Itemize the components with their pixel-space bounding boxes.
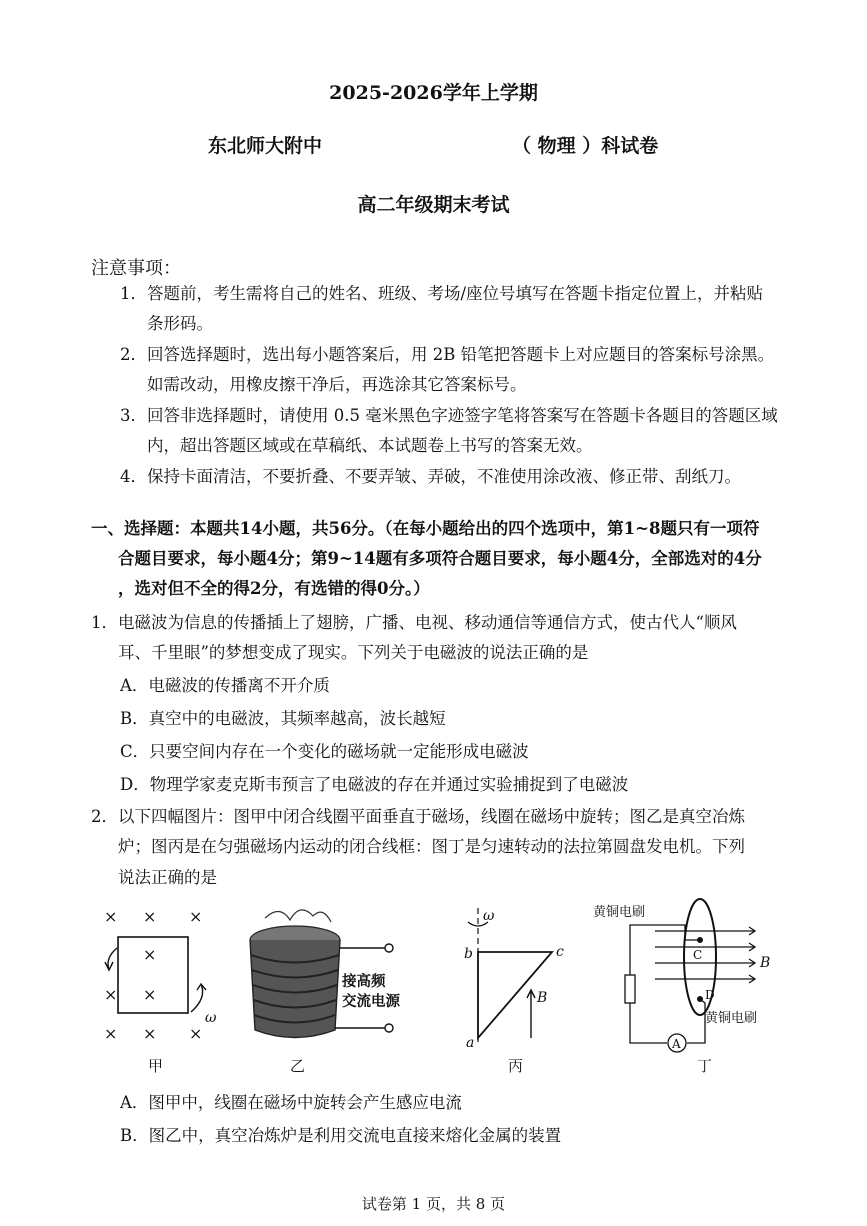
field-cross: × <box>104 985 118 1004</box>
subject-title: （ 物理 ）科试卷 <box>512 135 659 157</box>
power-source-line-1: 接高频 <box>342 973 386 990</box>
field-cross: × <box>143 945 157 964</box>
figure-jia <box>95 900 230 1080</box>
note-3-line-1: 3．回答非选择题时，请使用 0.5 毫米黑色字迹签字笔将答案写在答题卡各题目的答题区域 <box>120 406 778 425</box>
q1-option-c: C．只要空间内存在一个变化的磁场就一定能形成电磁波 <box>120 742 529 761</box>
arrow-head <box>105 962 113 970</box>
point-c-label: C <box>693 948 703 962</box>
note-4-line-1: 4．保持卡面清洁，不要折叠、不要弄皱、弄破，不准使用涂改液、修正带、刮纸刀。 <box>120 467 741 486</box>
rotation-arrow-right <box>191 984 203 1012</box>
section-1-line-2: 合题目要求，每小题4分；第9~14题有多项符合题目要求，每小题4分，全部选对的4分 <box>118 549 762 568</box>
note-1-line-1: 1．答题前，考生需将自己的姓名、班级、考场/座位号填写在答题卡指定位置上，并粘贴 <box>120 284 764 303</box>
question-2-options <box>120 1092 850 1152</box>
q2-option-a: A．图甲中，线圈在磁场中旋转会产生感应电流 <box>120 1093 462 1112</box>
heat-waves <box>265 910 331 922</box>
brush-d-contact <box>697 996 703 1002</box>
field-cross: × <box>189 907 203 926</box>
field-b-label: B <box>760 955 771 971</box>
q2-stem-line-3: 说法正确的是 <box>118 868 217 887</box>
q1-option-a: A．电磁波的传播离不开介质 <box>120 676 330 695</box>
field-cross: × <box>143 907 157 926</box>
figure-yi-label: 乙 <box>290 1057 306 1075</box>
figure-bing-label: 丙 <box>508 1057 524 1075</box>
figure-ding <box>593 895 780 1080</box>
field-cross: × <box>104 1024 118 1043</box>
note-2-line-1: 2．回答选择题时，选出每小题答案后，用 2B 铅笔把答题卡上对应题目的答案标号涂黑。 <box>120 345 775 364</box>
question-1 <box>91 612 851 802</box>
omega-label: ω <box>483 908 495 924</box>
q2-stem-line-2: 炉；图丙是在匀强磁场内运动的闭合线框：图丁是匀速转动的法拉第圆盘发电机。下列 <box>118 837 745 856</box>
terminal-top <box>385 944 393 952</box>
q2-stem-line-1: 2．以下四幅图片：图甲中闭合线圈平面垂直于磁场，线圈在磁场中旋转；图乙是真空冶炼 <box>91 807 745 826</box>
figure-jia-drawing <box>95 900 230 1050</box>
circuit-wire-left <box>630 1003 667 1043</box>
section-1-line-3: ，选对但不全的得2分，有选错的得0分。） <box>118 579 430 598</box>
vertex-a: a <box>466 1035 475 1050</box>
q1-stem-line-1: 1．电磁波为信息的传播插上了翅膀，广播、电视、移动通信等通信方式，使古代人“顺风 <box>91 613 737 632</box>
section-1-instructions <box>91 518 851 608</box>
q1-option-d: D．物理学家麦克斯韦预言了电磁波的存在并通过实验捕捉到了电磁波 <box>120 775 629 794</box>
note-3-line-2: 内，超出答题区域或在草稿纸、本试题卷上书写的答案无效。 <box>147 436 593 455</box>
triangle-loop-drawing <box>450 900 580 1050</box>
exam-title: 高二年级期末考试 <box>357 194 510 216</box>
figure-bing <box>450 900 580 1080</box>
power-source-line-2: 交流电源 <box>342 993 400 1010</box>
q2-option-b: B．图乙中，真空冶炼炉是利用交流电直接来熔化金属的装置 <box>120 1126 562 1145</box>
q1-stem-line-2: 耳、千里眼”的梦想变成了现实。下列关于电磁波的说法正确的是 <box>118 643 589 662</box>
figure-yi <box>235 900 425 1080</box>
field-b-label: B <box>537 990 548 1006</box>
figure-jia-label: 甲 <box>148 1057 164 1075</box>
note-2-line-2: 如需改动，用橡皮擦干净后，再选涂其它答案标号。 <box>147 375 527 394</box>
terminal-bottom <box>385 1024 393 1032</box>
vertex-b: b <box>464 946 473 962</box>
school-name: 东北师大附中 <box>208 135 323 157</box>
notes-list <box>120 283 850 493</box>
field-cross: × <box>143 985 157 1004</box>
exam-term: 2025-2026学年上学期 <box>329 82 538 104</box>
furnace-drawing <box>235 900 425 1050</box>
vertex-c: c <box>556 944 564 960</box>
rotation-arrow-left <box>108 948 117 970</box>
resistor <box>625 975 635 1003</box>
brush-top-label: 黄铜电刷 <box>593 905 646 920</box>
field-cross: × <box>143 1024 157 1043</box>
section-1-line-1: 一、选择题：本题共14小题，共56分。（在每小题给出的四个选项中，第1~8题只有一项符 <box>91 519 760 538</box>
q1-option-b: B．真空中的电磁波，其频率越高，波长越短 <box>120 709 446 728</box>
notes-title: 注意事项： <box>91 258 181 279</box>
brush-c-contact <box>697 937 703 943</box>
ammeter-label: A <box>672 1037 681 1051</box>
page-footer: 试卷第 1 页，共 8 页 <box>361 1195 506 1213</box>
field-cross: × <box>104 907 118 926</box>
note-1-line-2: 条形码。 <box>147 314 213 333</box>
figure-ding-label: 丁 <box>697 1057 713 1075</box>
point-d-label: D <box>705 988 715 1002</box>
omega-label: ω <box>205 1010 217 1026</box>
question-2-stem <box>91 806 851 896</box>
brush-bottom-label: 黄铜电刷 <box>705 1011 758 1026</box>
field-cross: × <box>189 1024 203 1043</box>
